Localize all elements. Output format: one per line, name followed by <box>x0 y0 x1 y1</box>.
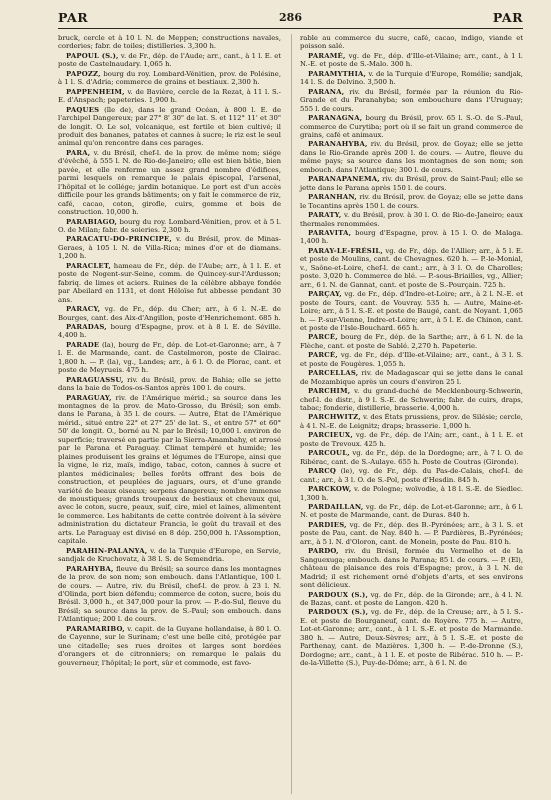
entry-text: (la), bourg de Fr., dép. de Lot-et-Garonne; arr., à 7 l. E. de Marmande, cant. de Castelmoron, poste de Clairac. 1,800 h. — P. (la), vg., Landes; arr., à 6 l. O. de Plorac, cant. et poste de Meyrueis. 475 h. <box>58 340 281 375</box>
entry-text: v. de Pologne; woïvodie, à 18 l. S.-E. de Siedlec. 1,300 h. <box>300 485 523 502</box>
dictionary-entry <box>58 70 281 87</box>
entry-text: riv. du Brésil, prov. de Goyaz; elle se jette dans le Tocantins après 150 l. de cours. <box>300 193 523 210</box>
entry-headword: PARADAS, <box>66 322 107 331</box>
dictionary-entry <box>58 52 281 69</box>
entry-text: vg. de Fr., dép. de Lot-et-Garonne; arr., à 6 l. N. et poste de Marmande, cant. de Duras. 840 h. <box>300 503 523 520</box>
entry-text: vg. de Fr., dép. du Cher; arr., à 6 l. N.-E. de Bourges, cant. des Aix-d'Angillon, poste d'Henrichemont. 685 h. <box>58 305 281 322</box>
entry-headword: PARANAPANEMA, <box>308 175 380 184</box>
dictionary-entry <box>300 608 523 667</box>
entry-headword: PARADE <box>66 340 100 349</box>
dictionary-entry <box>300 52 523 69</box>
dictionary-entry <box>58 149 281 217</box>
entry-headword: PARDAILLAN, <box>308 503 364 512</box>
dictionary-entry <box>58 106 281 148</box>
entry-text: riv. de Madagascar qui se jette dans le canal de Mozambique après un cours d'environ 25 l. <box>300 369 523 386</box>
entry-text: rable au commerce du sucre, café, cacao, indigo, viande et poisson salé. <box>300 34 523 51</box>
entry-headword: PARCIEUX, <box>308 431 353 440</box>
entry-text: riv. du Brésil, formée du Vermelho et de la Sanguexuga; embouch. dans le Parana; 85 l. de cours. — P. (El), château de plaisance des rois d'Espagne; prov., à 3 l. N. de Madrid; il est richement orné d'objets d'arts, et ses environs sont délicieux. <box>300 547 523 590</box>
entry-headword: PARCHWITZ, <box>308 413 361 422</box>
dictionary-entry <box>300 485 523 502</box>
entry-headword: PARCELLAS, <box>308 369 359 378</box>
entry-headword: PARCÉ, <box>308 351 338 360</box>
entry-text: v. des États prussiens, prov. de Silésie; cercle, à 4 l. N.-E. de Leignitz; draps; brasserie. 1,000 h. <box>300 413 523 430</box>
dictionary-entry <box>300 229 523 246</box>
entry-headword: PARAY-LE-FRÉSIL, <box>308 246 383 255</box>
dictionary-entry <box>58 565 281 624</box>
entry-text: riv. du Brésil, prov. de Bahia; elle se jette dans la baie de Todos-os-Santos après 100 l. de cours. <box>58 375 281 393</box>
entry-headword: PARANHAN, <box>308 193 357 202</box>
entry-text: bourg du Brésil, prov. 65 l. S.-O. de S.-Paul, commerce de Curytiba; port où il se fait un grand commerce de grains, café et animaux. <box>300 114 523 139</box>
dictionary-entry <box>58 547 281 564</box>
entry-headword: PARDOUX (S.), <box>308 608 369 617</box>
dictionary-entry <box>300 247 523 289</box>
dictionary-entry <box>58 625 281 667</box>
dictionary-entry <box>58 376 281 393</box>
dictionary-entry <box>300 175 523 192</box>
entry-headword: PARAGUAY, <box>66 393 112 402</box>
entry-headword: PARAGUASSU, <box>66 375 124 384</box>
dictionary-entry <box>300 387 523 412</box>
entry-headword: PARCÉ, <box>308 333 338 342</box>
dictionary-entry <box>58 394 281 546</box>
entry-headword: PARAMYTHIA, <box>308 69 367 78</box>
dictionary-entry <box>58 34 281 51</box>
entry-headword: PAPOZZ, <box>66 69 101 78</box>
running-header <box>58 10 523 29</box>
dictionary-entry <box>300 503 523 520</box>
page-number: 286 <box>279 11 302 24</box>
entry-headword: PARAHYBA, <box>66 564 114 573</box>
entry-headword: PARABIAGO, <box>66 217 118 226</box>
dictionary-entry <box>58 341 281 375</box>
dictionary-entry <box>58 88 281 105</box>
dictionary-entry <box>300 70 523 87</box>
right-column <box>291 34 523 794</box>
dictionary-entry <box>58 262 281 304</box>
entry-headword: PARDO, <box>308 547 339 556</box>
entry-headword: PARCKOW, <box>308 485 352 494</box>
left-column <box>58 34 281 794</box>
entry-text: v. du grand-duché de Mecklenbourg-Schwerin, chef-l. de distr., à 9 l. S.-E. de Schwerin; fabr. de cuirs, draps, tabac; fonderie, distillerie, brasserie. 4,000 h. <box>300 387 523 413</box>
entry-text: vg. de Fr., dép. de l'Ain; arr., cant., à 1 l. E. et poste de Trevoux. 425 h. <box>300 431 523 448</box>
entry-headword: PARÇAY, <box>308 290 342 299</box>
dictionary-entry <box>300 547 523 589</box>
dictionary-entry <box>300 521 523 546</box>
dictionary-entry <box>300 114 523 139</box>
left-headword: PAR <box>58 10 89 25</box>
dictionary-entry <box>300 193 523 210</box>
entry-text: v. de Bavière, cercle de la Rezat, à 11 l. S.-E. d'Anspach; papeteries. 1,900 h. <box>58 87 281 105</box>
entry-text: bourg du roy. Lombard-Vénitien, prov. de Polésine, à 1 l. S. d'Adria; commerce de grains et bestiaux. 2,300 h. <box>58 69 281 87</box>
entry-text: v. de la Turquie d'Europe, en Servie, sandjak de Kruchovatz, à 38 l. S. de Semendria. <box>58 546 281 564</box>
entry-headword: PARACATU-DO-PRINCIPE, <box>66 235 172 244</box>
dictionary-entry <box>300 351 523 368</box>
dictionary-entry <box>58 235 281 260</box>
dictionary-entry <box>300 369 523 386</box>
entry-text: v. capit. de la Guyane hollandaise, à 80 l. O. de Cayenne, sur le Surinam; c'est une belle cité, protégée par une citadelle; ses rues droites et larges sont bordées d'orangers et de citronniers; on remarque le palais du gouverneur, l'hôpital; le port, sûr et commode, est favo- <box>58 624 281 667</box>
entry-text: vg. de Fr., dép. de la Dordogne; arr., à 7 l. O. de Ribérac, cant. de S.-Aulaye. 655 h. Poste de Coutras (Gironde). <box>300 449 523 466</box>
entry-text: riv. du Brésil, formée par la réunion du Rio-Grande et du Paranahyba; son embouchure dans l'Uruguay; 555 l. de cours. <box>300 87 523 113</box>
entry-text: vg. de Fr., dép. des B.-Pyrénées; arr., à 3 l. S. et poste de Pau, cant. de Nay. 840 h. — P. Pardières, B.-Pyrénées; arr., à 5 l. N. d'Oloron, cant. de Monein, poste de Pau. 810 h. <box>300 520 523 546</box>
entry-text: riv. du Brésil, prov. de Goyaz; elle se jette dans le Rio-Grande après 200 l. de cours. — Autre, fleuve du même pays; sa source dans les montagnes de son nom; son embouch. dans l'Atlantique; 300 l. de cours. <box>300 140 523 174</box>
dictionary-entry <box>300 591 523 608</box>
dictionary-entry <box>300 449 523 466</box>
dictionary-entry <box>300 211 523 228</box>
entry-text: bruck, cercle et à 10 l. N. de Meppen; constructions navales, corderies; fabr. de toiles; distilleries. 3,300 h. <box>58 34 281 51</box>
entry-headword: PARANA, <box>308 87 345 96</box>
entry-text: hameau de Fr., dép. de l'Aube; arr., à 1 l. E. et poste de Nogent-sur-Seine, comm. de Quincey-sur-l'Ardusson; fabriq. de limes et aciers. Ruines de la célèbre abbaye fondée par Abeilard en 1131, et dont Héloïse fut abbesse pendant 30 ans. <box>58 261 281 304</box>
dictionary-entry <box>300 431 523 448</box>
entry-text: (île de), dans le grand Océan, à 800 l. E. de l'archipel Dangereux; par 27° 8' 30" de lat. S. et 112° 11' et 30" de longit. O. Le sol, volcanique, est fertile et bien cultivé; il produit des bananes, patates et cannes à sucre; le riz est le seul animal qu'on rencontre dans ces parages. <box>58 105 281 148</box>
dictionary-entry <box>58 323 281 340</box>
entry-headword: PARAHIN-PALANYA, <box>66 546 148 555</box>
entry-text: riv. du Brésil, prov. de Saint-Paul; elle se jette dans le Parana après 150 l. de cours. <box>300 175 523 192</box>
entry-text: bourg d'Espagne, prov. à 15 l. O. de Malaga. 1,400 h. <box>300 228 523 246</box>
entry-headword: PAPOUL (S.), <box>66 51 119 60</box>
text-columns <box>58 34 523 794</box>
entry-headword: PARANAHYBA, <box>308 140 368 149</box>
entry-text: vg. de Fr., dép. de la Creuse; arr., à 5 l. S.-E. et poste de Bourganeuf, cant. de Royère. 775 h. — Autre, Lot-et-Garonne; arr., cant., à 1 l. S.-E. et poste de Marmande. 380 h. — Autre, Deux-Sèvres; arr., à 5 l. S.-E. et poste de Parthenay, cant. de Mazières. 1,300 h. — P.-de-Dronne (S.), Dordogne; arr., cant., à 1 l. E. et poste de Ribérac. 510 h. — P.-de-la-Villette (S.), Puy-de-Dôme; arr., à 6 l. N. de <box>300 608 523 668</box>
entry-headword: PAQUES <box>66 105 100 114</box>
dictionary-entry <box>300 467 523 484</box>
entry-text: fleuve du Brésil; sa source dans les montagnes de la prov. de son nom; son embouch. dans l'Atlantique, 100 l. de cours. — Autre, riv. du Brésil, chef-l. de prov. à 23 l. N. d'Olinda, port bien défendu; commerce de coton, sucre, bois du Brésil. 3,000 h., et 347,000 pour la prov. — P.-do-Sul, fleuve du Brésil; sa source dans la prov. de S.-Paul; son embouch. dans l'Atlantique; 200 l. de cours. <box>58 564 281 624</box>
entry-text: v. du Brésil, prov. à 30 l. O. de Rio-de-Janeiro; eaux thermales renommées. <box>300 211 523 228</box>
entry-text: vg. de Fr., dép. d'Ille-et-Vilaine; arr., cant., à 3 l. S. et poste de Fougères. 1,055 h. <box>300 351 523 368</box>
entry-text: v. du Brésil, chef-l. de la prov. de même nom; siége d'évêché, à 555 l. N. de Rio-de-Janeiro; elle est bien bâtie, bien pavée, et elle renferme un assez grand nombre d'édifices, parmi lesquels on remarque le palais épiscopal, l'arsenal, l'hôpital et le collége; jardin botanique. Le port est d'un accès difficile pour les grands bâtiments; on y fait le commerce de riz, café, cacao, coton, girofle, cuirs, gomme et bois de construction. 10,000 h. <box>58 148 281 217</box>
right-headword: PAR <box>492 10 523 25</box>
entry-text: vg. de Fr., dép. d'Ille-et-Vilaine; arr., cant., à 1 l. N.-E. et poste de S.-Malo. 300 h. <box>300 51 523 69</box>
entry-text: vg. de Fr., dép. de l'Allier; arr., à 5 l. E. et poste de Moulins, cant. de Chevagnes. 620 h. — P.-le-Monial, v., Saône-et-Loire, chef-l. de cant.; arr., à 3 l. O. de Charolles; poste. 3,020 h. Commerce de blé. — P.-sous-Briailles, vg., Allier; arr., 6 l. N. de Gannat, cant. et poste de S.-Pourçain. 725 h. <box>300 246 523 289</box>
dictionary-entry <box>300 140 523 174</box>
entry-headword: PARAMÉ, <box>308 51 346 60</box>
entry-text: riv. de l'Amérique mérid.; sa source dans les montagnes de la prov. de Mato-Grosso, du Brésil; son emb. dans le Parana, à 35 l. de cours. — Autre, État de l'Amérique mérid., situé entre 22° et 27° 25' de lat. S., et entre 57° et 60° 50' de longit. O., borné au N. par le Brésil; 10,000 l. environ de superficie; traversé en partie par la Sierra-Amambahy, et arrosé par le Parana et Paraguay. Climat tempéré et humide; les plaines produisent les grains et légumes de l'Europe, ainsi que la vigne, le riz, maïs, indigo, tabac, coton, cannes à sucre et plantes médicinales; belles forêts offrant des bois de construction, et peuplées de jaguars, ours, et d'une grande variété de beaux oiseaux; serpens dangereux; nombre immense de moustiques; grands troupeaux de bestiaux et chevaux qui, avec le coton, sucre, peaux, suif, cire, miel et laines, alimentent le commerce. Les habitants de cette contrée doivent à la sévère administration du dictateur Francia, le goût du travail et des arts. Le Paraguay est divisé en 8 dép. 250,000 h. l'Assomption, capitale. <box>58 393 281 546</box>
entry-text: (le), vg. de Fr., dép. du Pas-de-Calais, chef-l. de cant.; arr., à 3 l. O. de S.-Pol, poste d'Hesdin. 845 h. <box>300 467 523 484</box>
entry-text: v. du Brésil, prov. de Minas-Geraes, à 105 l. N. de Villa-Rica; mines d'or et de diamans. 1,200 h. <box>58 235 281 261</box>
entry-headword: PARCQ <box>308 467 337 476</box>
entry-text: bourg d'Espagne, prov. et à 8 l. E. de Séville. 4,400 h. <box>58 322 281 340</box>
dictionary-entry <box>300 413 523 430</box>
entry-text: v. de Fr., dép. de l'Aude; arr., cant., à 1 l. E. et poste de Castelnaudary. 1,065 h. <box>58 51 281 69</box>
entry-text: vg. de Fr., dép. d'Indre-et-Loire; arr., à 2 l. N.-E. et poste de Tours, cant. de Vouvray. 535 h. — Autre, Maine-et-Loire; arr., à 5 l. S.-E. et poste de Baugé, cant. de Noyant. 1,065 h. — P.-sur-Vienne, Indre-et-Loire; arr., à 5 l. E. de Chinon, cant. et poste de l'Isle-Bouchard. 665 h. <box>300 290 523 332</box>
entry-headword: PARAVITA, <box>308 228 352 237</box>
entry-headword: PARCHIM, <box>308 387 351 396</box>
dictionary-entry <box>300 34 523 51</box>
entry-text: vg. de Fr., dép. de la Gironde; arr., à 4 l. N. de Bazas, cant. et poste de Langon. 420 h. <box>300 590 523 607</box>
dictionary-entry <box>58 218 281 235</box>
dictionary-entry <box>300 290 523 332</box>
entry-headword: PARA, <box>66 148 91 157</box>
entry-text: bourg de Fr., dép. de la Sarthe; arr., à 6 l. N. de la Flèche, cant. et poste de Sablé. 2,270 h. Papeterie. <box>300 333 523 350</box>
entry-text: v. de la Turquie d'Europe, Romélie; sandjak, 14 l. S. de Delvino. 3,500 h. <box>300 69 523 87</box>
entry-headword: PARDOUX (S.), <box>308 590 369 599</box>
entry-headword: PAPPENHEIM, <box>66 87 125 96</box>
dictionary-entry <box>58 305 281 322</box>
entry-headword: PARDIES, <box>308 520 347 529</box>
dictionary-entry <box>300 88 523 113</box>
entry-headword: PARANAGNA, <box>308 114 363 123</box>
entry-headword: PARAMARIBO, <box>66 624 125 633</box>
entry-text: bourg du roy. Lombard-Vénitien, prov. et à 5 l. O. de Milan; fabr. de soieries. 2,300 h. <box>58 217 281 234</box>
entry-headword: PARACY, <box>66 305 101 314</box>
entry-headword: PARCOUL, <box>308 449 350 458</box>
dictionary-entry <box>300 333 523 350</box>
entry-headword: PARATY, <box>308 211 342 220</box>
entry-headword: PARACLET, <box>66 261 111 270</box>
